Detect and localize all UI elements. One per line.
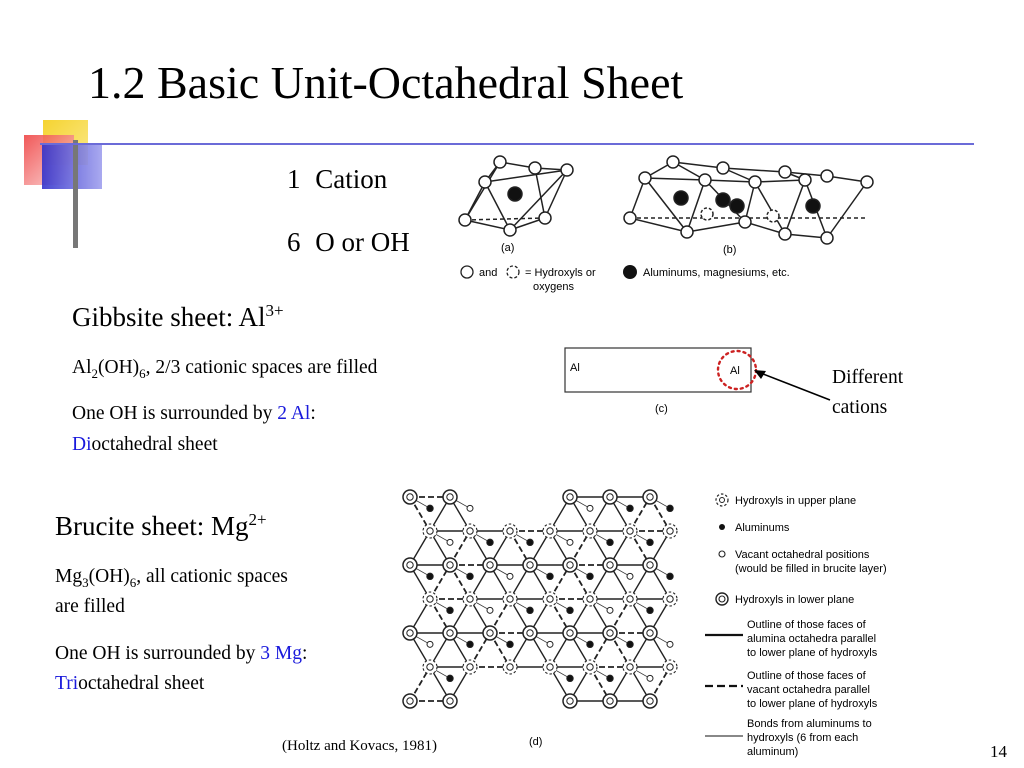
formula-sub: 3 [82,574,89,590]
sheet-prefix: Di [72,434,92,455]
hydroxyl-lower [523,626,537,640]
hydroxyl-lower [403,626,417,640]
hydroxyl-lower [603,490,617,504]
gibbsite-heading-sup: 3+ [265,301,284,320]
hydroxyl-upper [663,660,677,674]
hydroxyl-upper [423,592,437,606]
legend-vacant [719,549,887,575]
hydroxyl-lower-icon [716,593,728,605]
sheet-rectangle [565,348,751,392]
vacant-position [607,607,613,613]
hydroxyl-upper [583,592,597,606]
hydroxyl-lower [603,626,617,640]
surround-text: One OH is surrounded by [72,403,278,424]
count-label: O or OH [315,227,410,257]
legend-oxygens: oxygens [533,281,574,293]
legend-hydroxyl-upper [716,494,856,507]
formula-sub: 2 [91,365,98,381]
hydroxyl-lower [563,558,577,572]
hydroxyl-upper [423,660,437,674]
count-number: 6 [287,227,301,257]
legend-hydroxyl-lower [716,593,854,606]
vacant-position-icon [719,551,725,557]
hydroxyl-upper [503,524,517,538]
legend-bonds [705,718,872,758]
hydroxyl-upper [463,524,477,538]
deco-blue-square [42,144,102,189]
formula-sub: 6 [129,574,137,590]
legend-text: (would be filled in brucite layer) [735,563,887,575]
aluminum-atom [607,539,613,545]
legend-text: Hydroxyls in upper plane [735,495,857,507]
hydroxyl-upper [423,524,437,538]
aluminum-atom [647,539,653,545]
cation-dot [508,187,522,201]
vacant-position [447,539,453,545]
brucite-sheet-type [55,673,204,695]
citation: (Holtz and Kovacs, 1981) [282,738,437,754]
hydroxyl-lower [643,558,657,572]
vacant-position [467,505,473,511]
hydroxyl-lower [443,626,457,640]
vacant-position [487,607,493,613]
figure-d-legend [705,490,915,760]
formula-part: (OH) [88,566,130,587]
hydroxyl-lower [443,694,457,708]
slide-title: 1.2 Basic Unit-Octahedral Sheet [88,57,684,108]
hydroxyl-upper [463,592,477,606]
hydroxyl-lower [643,490,657,504]
brucite-heading [55,510,267,542]
vacant-position [667,641,673,647]
aluminum-atom [487,539,493,545]
legend-hydroxyls: = Hydroxyls or [525,267,596,279]
figure-top-legend [461,265,790,293]
aluminum-dot-icon [719,524,725,530]
hydroxyl-lower [443,558,457,572]
vacant-position [647,675,653,681]
al-left-label: Al [570,362,580,374]
formula-part: Al [72,357,92,378]
aluminum-atom [467,573,473,579]
legend-text: to lower plane of hydroxyls [747,647,878,659]
figure-label-b: (b) [723,244,737,256]
formula-rest: , 2/3 cationic spaces are filled [145,357,378,378]
octahedra-figure [455,150,885,300]
hydroxyl-lower [403,558,417,572]
annotation-arrow [758,372,830,400]
gibbsite-formula [72,357,377,382]
brucite-formula [55,566,288,591]
vacant-position [547,641,553,647]
formula-rest: , all cationic spaces [136,566,288,587]
hydroxyl-upper [583,660,597,674]
al-right-label: Al [730,365,740,377]
aluminum-atom [527,607,533,613]
formula-part: Mg [55,566,83,587]
hydroxyl-upper [503,592,517,606]
page-number: 14 [990,742,1007,761]
hydroxyl-lower [523,558,537,572]
hydroxyl-lower [643,626,657,640]
aluminum-atom [447,675,453,681]
aluminum-atom [547,573,553,579]
annotation-cations: cations [832,397,888,418]
hydroxyl-upper [463,660,477,674]
vacant-position [427,641,433,647]
aluminum-atom [587,573,593,579]
hydroxyl-lower [403,694,417,708]
surround-colon: : [310,403,316,424]
formula-sub: 6 [139,365,146,381]
sheet-prefix: Tri [55,673,79,694]
hydroxyl-upper [663,524,677,538]
figure-label-a: (a) [501,242,515,254]
legend-text: aluminum) [747,746,799,758]
hydroxyl-upper [623,660,637,674]
count-label: Cation [315,164,388,194]
hydroxyl-lower [443,490,457,504]
legend-text: Outline of those faces of [747,619,866,631]
count-number: 1 [287,164,301,194]
aluminum-atom [567,675,573,681]
title-rule [40,143,974,145]
legend-text: Hydroxyls in lower plane [735,594,855,606]
legend-aluminums [719,522,790,534]
legend-text: hydroxyls (6 from each [747,732,859,744]
sheet-rest: octahedral sheet [91,434,218,455]
hydroxyl-upper [583,524,597,538]
legend-text: Vacant octahedral positions [735,549,870,561]
legend-text: Bonds from aluminums to [747,718,872,730]
hydroxyl-lower [483,558,497,572]
surround-highlight: 3 Mg [260,643,302,664]
hydroxyl-lower [483,626,497,640]
hydroxyl-upper [623,524,637,538]
gibbsite-heading-text: Gibbsite sheet: Al [72,302,266,332]
legend-and: and [479,267,498,279]
legend-text: Outline of those faces of [747,670,866,682]
gibbsite-heading [72,301,284,333]
surround-highlight: 2 Al [277,403,311,424]
legend-solid-outline [705,619,878,659]
brucite-surround [55,643,307,665]
vacant-position [567,539,573,545]
aluminum-atom [507,641,513,647]
hydroxyl-dashed-icon [507,266,519,278]
brucite-formula-line2: are filled [55,596,125,617]
deco-vertical-bar [73,140,78,248]
legend-dashed-outline [705,670,878,710]
aluminum-atom [587,641,593,647]
aluminum-atom [647,607,653,613]
hydroxyl-upper [623,592,637,606]
brucite-heading-text: Brucite sheet: Mg [55,511,249,541]
hydroxyl-upper [543,592,557,606]
aluminum-atom [447,607,453,613]
hydroxyl-lower [403,490,417,504]
hydroxyl-lower [603,558,617,572]
legend-text: alumina octahedra parallel [747,633,877,645]
surround-colon: : [301,643,308,664]
legend-cation: Aluminums, magnesiums, etc. [643,267,790,279]
brucite-heading-sup: 2+ [248,510,267,529]
figure-label-c: (c) [655,403,668,415]
gibbsite-sheet-type [72,434,218,456]
hydroxyl-lower [563,626,577,640]
aluminum-atom [607,675,613,681]
vacant-position [587,505,593,511]
figure-label-d: (d) [529,736,543,748]
hydroxyl-lower [603,694,617,708]
gibbsite-surround [72,403,316,425]
annotation-different: Different [832,367,904,388]
hydroxyl-upper-icon [716,494,728,506]
aluminum-atom [567,607,573,613]
vacant-position [507,573,513,579]
aluminum-atom [667,505,673,511]
count-cation [287,164,387,195]
aluminum-atom [627,505,633,511]
hydroxyl-upper [663,592,677,606]
hydroxyl-upper [543,660,557,674]
cation-icon [623,265,637,279]
hydroxyl-upper [503,660,517,674]
aluminum-atom [427,573,433,579]
aluminum-atom [627,641,633,647]
formula-part: (OH) [98,357,140,378]
hydroxyl-lower [563,490,577,504]
aluminum-atom [427,505,433,511]
vacant-position [627,573,633,579]
count-oh [287,227,410,258]
legend-text: to lower plane of hydroxyls [747,698,878,710]
sheet-rest: octahedral sheet [78,673,205,694]
aluminum-atom [527,539,533,545]
octahedral-lattice-figure [395,485,705,755]
hydroxyl-icon [461,266,473,278]
octahedron-a [459,156,573,236]
aluminum-atom [667,573,673,579]
surround-text: One OH is surrounded by [55,643,261,664]
hydroxyl-upper [543,524,557,538]
octahedra-b [624,156,873,244]
decorative-corner [0,110,110,260]
legend-text: Aluminums [735,522,790,534]
aluminum-atom [467,641,473,647]
legend-text: vacant octahedra parallel [747,684,870,696]
hydroxyl-lower [643,694,657,708]
hydroxyl-lower [563,694,577,708]
